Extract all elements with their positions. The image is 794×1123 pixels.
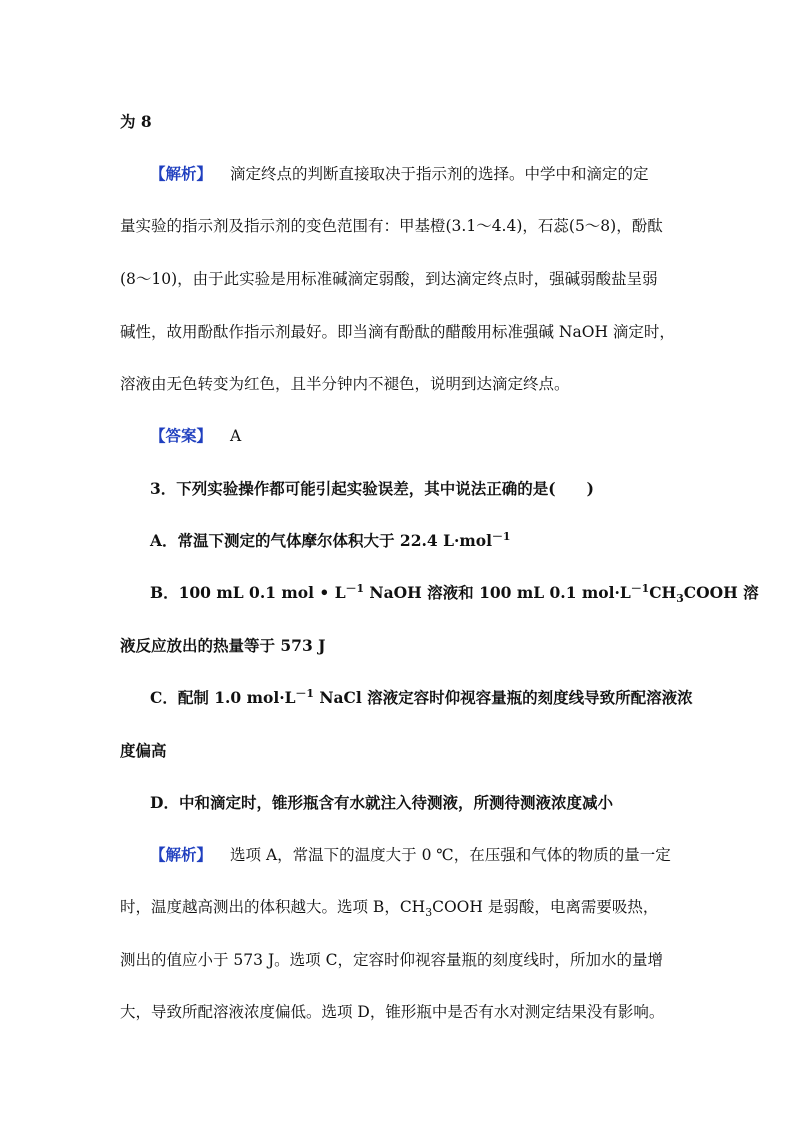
option-c-line-1: C．配制 1.0 $mol\cdot L^{-1}$ NaCl 溶液定容时仰视容量瓶的刻度线导致所配溶液浓 — [150, 686, 693, 707]
text-line-1: 为 8 — [120, 112, 152, 131]
option-a: A．常温下测定的气体摩尔体积大于 22.4 L·mol$^{-1}$ — [150, 529, 511, 550]
analysis-2-line-4: 大，导致所配溶液浓度偏低。选项 D，锥形瓶中是否有水对测定结果没有影响。 — [120, 1003, 665, 1021]
analysis-1-line-2: 量实验的指示剂及指示剂的变色范围有：甲基橙(3.1～4.4)，石蕊(5～8)，酚酞 — [120, 217, 663, 235]
analysis-1-line-1: 【解析】 滴定终点的判断直接取决于指示剂的选择。中学中和滴定的定 — [150, 164, 649, 183]
analysis-2-line-3: 测出的值应小于 573 J。选项 C，定容时仰视容量瓶的刻度线时，所加水的量增 — [120, 951, 663, 969]
analysis-tag: 【解析】 — [150, 164, 213, 183]
analysis-1-line-5: 溶液由无色转变为红色，且半分钟内不褪色，说明到达滴定终点。 — [120, 375, 570, 393]
option-b-line-2: 液反应放出的热量等于 573 J — [120, 636, 326, 655]
analysis-2-line-2: 时，温度越高测出的体积越大。选项 B，$CH_3COOH$ 是弱酸，电离需要吸热， — [120, 898, 659, 920]
answer-line — [150, 426, 710, 446]
analysis-1-line-3: (8～10)，由于此实验是用标准碱滴定弱酸，到达滴定终点时，强碱弱酸盐呈弱 — [120, 270, 658, 288]
option-b-line-1: B．100 mL 0.1 mol • $L^{-1}$ NaOH 溶液和 100 mL 0.1 $mol\cdot L^{-1}CH_3COOH$ 溶 — [150, 581, 759, 606]
analysis-tag: 【解析】 — [150, 845, 213, 864]
answer-tag: 【答案】 — [150, 426, 213, 445]
option-c-line-2: 度偏高 — [120, 741, 167, 760]
answer-value: A — [230, 427, 242, 445]
analysis-1-line-4: 碱性，故用酚酞作指示剂最好。即当滴有酚酞的醋酸用标准强碱 NaOH 滴定时， — [120, 323, 675, 341]
option-d: D．中和滴定时，锥形瓶含有水就注入待测液，所测待测液浓度减小 — [150, 793, 613, 812]
analysis-2-line-1: 【解析】 选项 A，常温下的温度大于 0 ℃，在压强和气体的物质的量一定 — [150, 845, 671, 864]
question-3-stem: 3．下列实验操作都可能引起实验误差，其中说法正确的是( ) — [150, 479, 594, 498]
